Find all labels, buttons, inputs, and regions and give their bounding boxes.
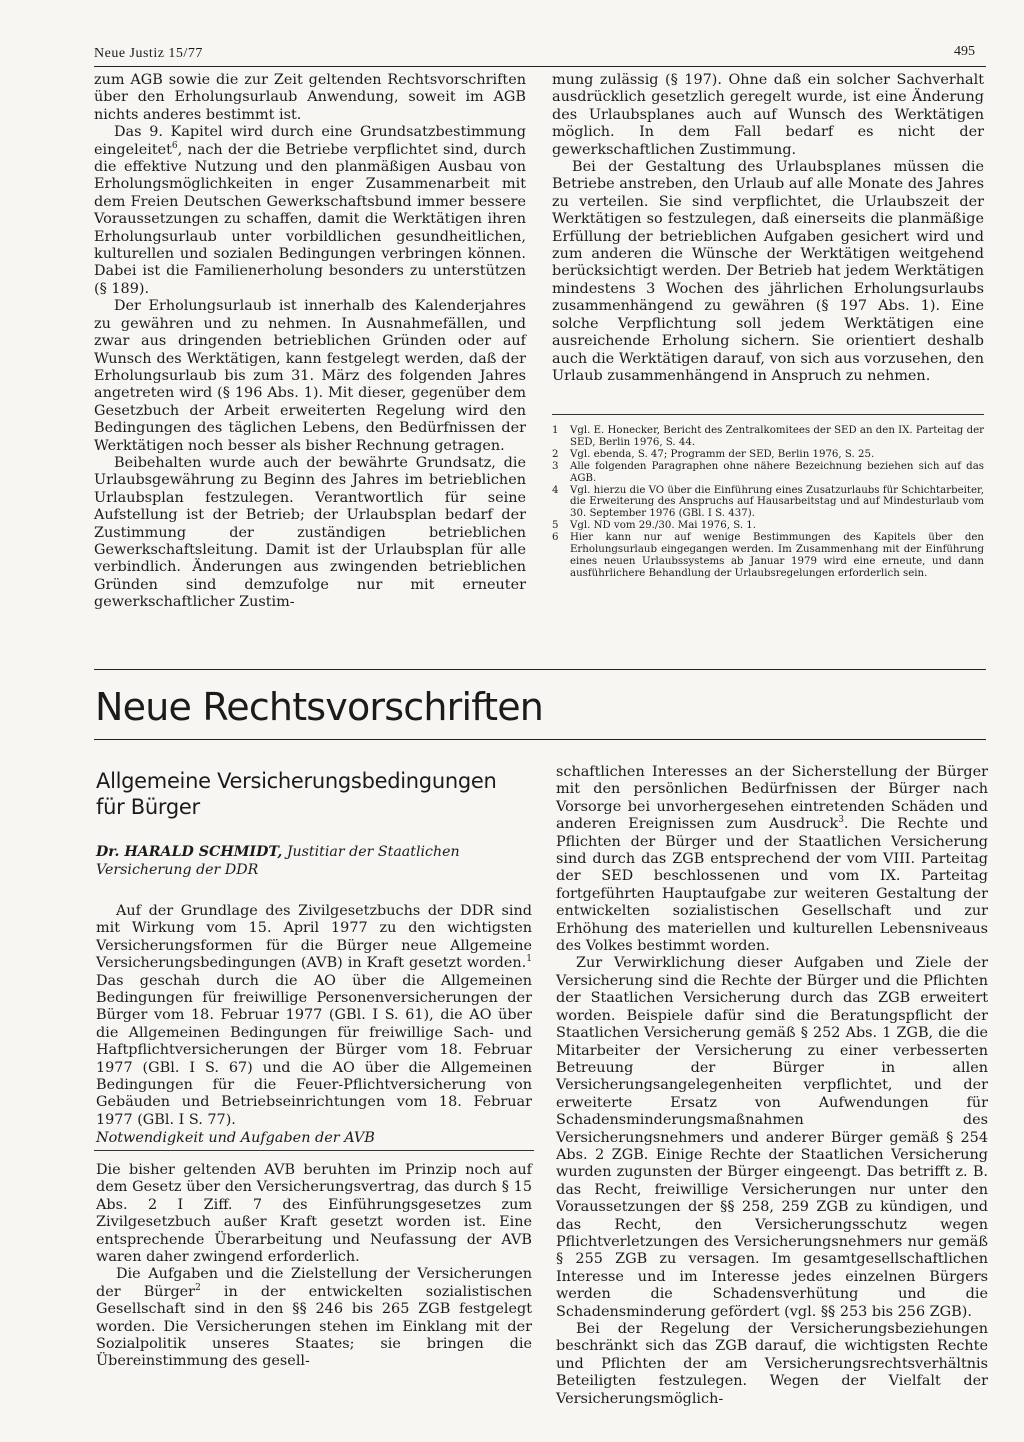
- footnote-ref: 6: [171, 140, 178, 151]
- footnote: [552, 520, 984, 532]
- article-title: [96, 768, 536, 820]
- article-title-line: Allgemeine Versicherungsbedingungen: [96, 769, 497, 793]
- footnote-number: 5: [552, 520, 559, 532]
- article-right-column: [556, 764, 988, 1408]
- section-title: Neue Rechtsvorschriften: [95, 685, 544, 729]
- footnote: [552, 532, 984, 580]
- footnote-text: Vgl. ebenda, S. 47; Programm der SED, Berlin 1976, S. 25.: [570, 448, 875, 460]
- paragraph-text: Die Aufgaben und die Zielstellung der Versicherungen der Bürger: [96, 1266, 532, 1300]
- footnotes: [552, 425, 984, 580]
- paragraph: [556, 764, 988, 955]
- footnote-text: Hier kann nur auf wenige Bestimmungen des Kapitels über den Erholungsurlaub eingegangen werden. Im Zusammenhang mit der Einführung eines neuen Urlaubssystems ab Januar 1979 wird eine erneute, und dann ausführlichere Behandlung der Urlaubsregelungen erforderlich sein.: [570, 532, 984, 579]
- paragraph-text: Auf der Grundlage des Zivilgesetzbuchs der DDR sind mit Wirkung vom 15. April 1977 zu den wichtigsten Versicherungsformen für die Bürger neue Allgemeine Versicherungsbedingungen (AVB) in Kraft gesetzt worden.: [96, 903, 532, 972]
- footnote: [552, 485, 984, 521]
- footnote-ref: 3: [838, 815, 844, 826]
- section-top-rule: [94, 669, 986, 670]
- paragraph-text: in der entwickelten sozialistischen Gesellschaft sind in den §§ 246 bis 265 ZGB festgelegt worden. Die Versicherungen stehen im Einklang mit der Sozialpolitik unseres Staates; sie bringen die Übereinstimmung des gesell-: [96, 1283, 532, 1370]
- paragraph: mung zulässig (§ 197). Ohne daß ein solcher Sachverhalt ausdrücklich gesetzlich geregelt wurde, ist eine Änderung des Urlaubsplanes auch auf Wunsch des Werktätigen möglich. In dem Fall bedarf es nicht der gewerkschaftlichen Zustimmung.: [552, 72, 984, 158]
- author-name: Dr. HARALD SCHMIDT,: [96, 844, 283, 860]
- paragraph: [94, 124, 526, 298]
- footnote-text: Vgl. ND vom 29./30. Mai 1976, S. 1.: [570, 520, 757, 532]
- footnote: [552, 461, 984, 485]
- article-left-intro: [96, 903, 532, 1129]
- paragraph: Der Erholungsurlaub ist innerhalb des Kalenderjahres zu gewähren und zu nehmen. In Ausnahmefällen, und zwar aus dringenden betrieblichen Gründen oder auf Wunsch des Werktätigen, kann festgelegt werden, daß der Erholungsurlaub bis zum 31. März des folgenden Jahres angetreten wird (§ 196 Abs. 1). Mit dieser, gegenüber dem Gesetzbuch der Arbeit erweiterten Regelung wird den Bedingungen des täglichen Lebens, den Bedürfnissen der Werktätigen noch besser als bisher Rechnung getragen.: [94, 298, 526, 454]
- article-author: [96, 843, 516, 879]
- subheading: Notwendigkeit und Aufgaben der AVB: [96, 1130, 375, 1146]
- footnote-rule: [552, 414, 984, 415]
- paragraph: Beibehalten wurde auch der bewährte Grundsatz, die Urlaubsgewährung zu Beginn des Jahres im betrieblichen Urlaubsplan festzulegen. Verantwortlich für seine Aufstellung ist der Betrieb; der Urlaubsplan bedarf der Zustimmung der zuständigen betrieblichen Gewerkschaftsleitung. Damit ist der Urlaubsplan für alle verbindlich. Änderungen aus zwingenden betrieblichen Gründen sind demzufolge nur mit erneuter gewerkschaftlicher Zustim-: [94, 454, 526, 611]
- paragraph: Zur Verwirklichung dieser Aufgaben und Ziele der Versicherung sind die Rechte der Bürger und die Pflichten der Staatlichen Versicherung durch das ZGB erweitert worden. Beispiele dafür sind die Beratungspflicht der Staatlichen Versicherung gemäß § 252 Abs. 1 ZGB, die die Mitarbeiter der Versicherung zu einer verbesserten Betreuung der Bürger in allen Versicherungsangelegenheiten verpflichtet, und der erweiterte Ersatz von Aufwendungen für Schadensminderungsmaßnahmen des Versicherungsnehmers und anderer Bürger gemäß § 254 Abs. 2 ZGB. Einige Rechte der Staatlichen Versicherung wurden zugunsten der Bürger eingeengt. Das betrifft z. B. das Recht, freiwillige Versicherungen nur unter den Voraussetzungen der §§ 258, 259 ZGB zu kündigen, und das Recht, den Versicherungsschutz wegen Pflichtverletzungen des Versicherungsnehmers nur gemäß § 255 ZGB zu versagen. Im gesamtgesellschaftlichen Interesse und im Interesse jedes einzelnen Bürgers werden die Schadensverhütung und die Schadensminderung gefördert (vgl. §§ 253 bis 256 ZGB).: [556, 955, 988, 1320]
- header-rule: [94, 66, 986, 67]
- footnote-number: 4: [552, 484, 559, 496]
- top-left-column: [94, 72, 526, 612]
- footnote-number: 2: [552, 448, 559, 460]
- paragraph: Bei der Regelung der Versicherungsbeziehungen beschränkt sich das ZGB darauf, die wichtigsten Rechte und Pflichten der am Versicherungsrechtsverhältnis Beteiligten festzulegen. Wegen der Vielfalt der Versicherungsmöglich-: [556, 1321, 988, 1407]
- paragraph-text: Das geschah durch die AO über die Allgemeinen Bedingungen für freiwillige Personenversicherungen der Bürger vom 18. Februar 1977 (GBl. I S. 61), die AO über die Allgemeinen Bedingungen für freiwillige Sach- und Haftpflichtversicherungen der Bürger vom 18. Februar 1977 (GBl. I S. 67) und die AO über die Allgemeinen Bedingungen für die Feuer-Pflichtversicherung von Gebäuden und Betriebseinrichtungen vom 18. Februar 1977 (GBl. I S. 77).: [96, 972, 532, 1128]
- top-right-column: [552, 72, 984, 385]
- paragraph: zum AGB sowie die zur Zeit geltenden Rechtsvorschriften über den Erholungsurlaub Anwendung, soweit im AGB nichts anderes bestimmt ist.: [94, 72, 526, 123]
- author-role: Justitiar der Staatlichen Versicherung der DDR: [96, 844, 460, 878]
- footnote-ref: 2: [195, 1283, 201, 1294]
- footnote-text: Alle folgenden Paragraphen ohne nähere Bezeichnung beziehen sich auf das AGB.: [570, 460, 984, 484]
- footnote: [552, 449, 984, 461]
- paragraph-text: . Die Rechte und Pflichten der Bürger und der Staatlichen Versicherung sind durch das ZGB entsprechend der vom VIII. Parteitag der SED beschlossenen und vom IX. Parteitag fortgeführten Hauptaufgabe zur weiteren Gestaltung der entwickelten sozialistischen Gesellschaft und zur Erhöhung des materiellen und kulturellen Lebensniveaus des Volkes bestimmt worden.: [556, 816, 988, 955]
- footnote-number: 1: [552, 425, 559, 436]
- section-bottom-rule: [94, 739, 986, 740]
- paragraph: [96, 1266, 532, 1370]
- paragraph-text: , nach der die Betriebe verpflichtet sind, durch die effektive Nutzung und den planmäßigen Ausbau von Erholungsmöglichkeiten in enger Zusammenarbeit mit dem Freien Deutschen Gewerkschaftsbund immer bessere Voraussetzungen zu schaffen, damit die Werktätigen ihren Erholungsurlaub unter vorbildlichen gesundheitlichen, kulturellen und sozialen Bedingungen verbringen können. Dabei ist die Familienerholung besonders zu unterstützen (§ 189).: [94, 141, 526, 297]
- article-left-column: [96, 1162, 532, 1371]
- running-header-journal: Neue Justiz 15/77: [94, 46, 203, 61]
- footnote-number: 3: [552, 460, 559, 472]
- subheading-rule: [94, 1150, 534, 1151]
- footnote-text: Vgl. hierzu die VO über die Einführung eines Zusatzurlaubs für Schichtarbeiter, die Erweiterung des Anspruchs auf Hausarbeitstag und auf Mindesturlaub vom 30. September 1976 (GBl. I S. 437).: [570, 484, 984, 520]
- footnote-number: 6: [552, 532, 559, 544]
- page-number: 495: [954, 44, 975, 59]
- footnote: [552, 425, 984, 449]
- paragraph-text: Das 9. Kapitel wird durch eine Grundsatzbestimmung eingeleitet: [94, 124, 526, 158]
- article-title-line: für Bürger: [96, 795, 200, 819]
- footnote-text: Vgl. E. Honecker, Bericht des Zentralkomitees der SED an den IX. Parteitag der SED, Berlin 1976, S. 44.: [570, 425, 984, 448]
- paragraph: Die bisher geltenden AVB beruhten im Prinzip noch auf dem Gesetz über den Versicherungsvertrag, das durch § 15 Abs. 2 I Ziff. 7 des Einführungsgesetzes zum Zivilgesetzbuch außer Kraft gesetzt worden ist. Eine entsprechende Überarbeitung und Neufassung der AVB waren daher zwingend erforderlich.: [96, 1162, 532, 1266]
- paragraph: [96, 903, 532, 1129]
- paragraph: Bei der Gestaltung des Urlaubsplanes müssen die Betriebe anstreben, den Urlaub auf alle Monate des Jahres zu verteilen. Sie sind verpflichtet, die Urlaubszeit der Werktätigen so festzulegen, daß einerseits die planmäßige Erfüllung der betrieblichen Aufgaben gesichert wird und zum anderen die Wünsche der Werktätigen weitgehend berücksichtigt werden. Der Betrieb hat jedem Werktätigen mindestens 3 Wochen des jährlichen Erholungsurlaubs zusammenhängend zu gewähren (§ 197 Abs. 1). Eine solche Verpflichtung soll jedem Werktätigen eine ausreichende Erholung sichern. Sie orientiert deshalb auch die Werktätigen darauf, von sich aus vorzusehen, den Urlaub zusammenhängend in Anspruch zu nehmen.: [552, 159, 984, 384]
- paragraph-text: schaftlichen Interesses an der Sicherstellung der Bürger mit den persönlichen Bedürfnissen der Bürger nach Vorsorge bei unvorhergesehen eintretenden Schäden und anderen Ereignissen zum Ausdruck: [556, 764, 988, 833]
- footnote-ref: 1: [526, 954, 532, 965]
